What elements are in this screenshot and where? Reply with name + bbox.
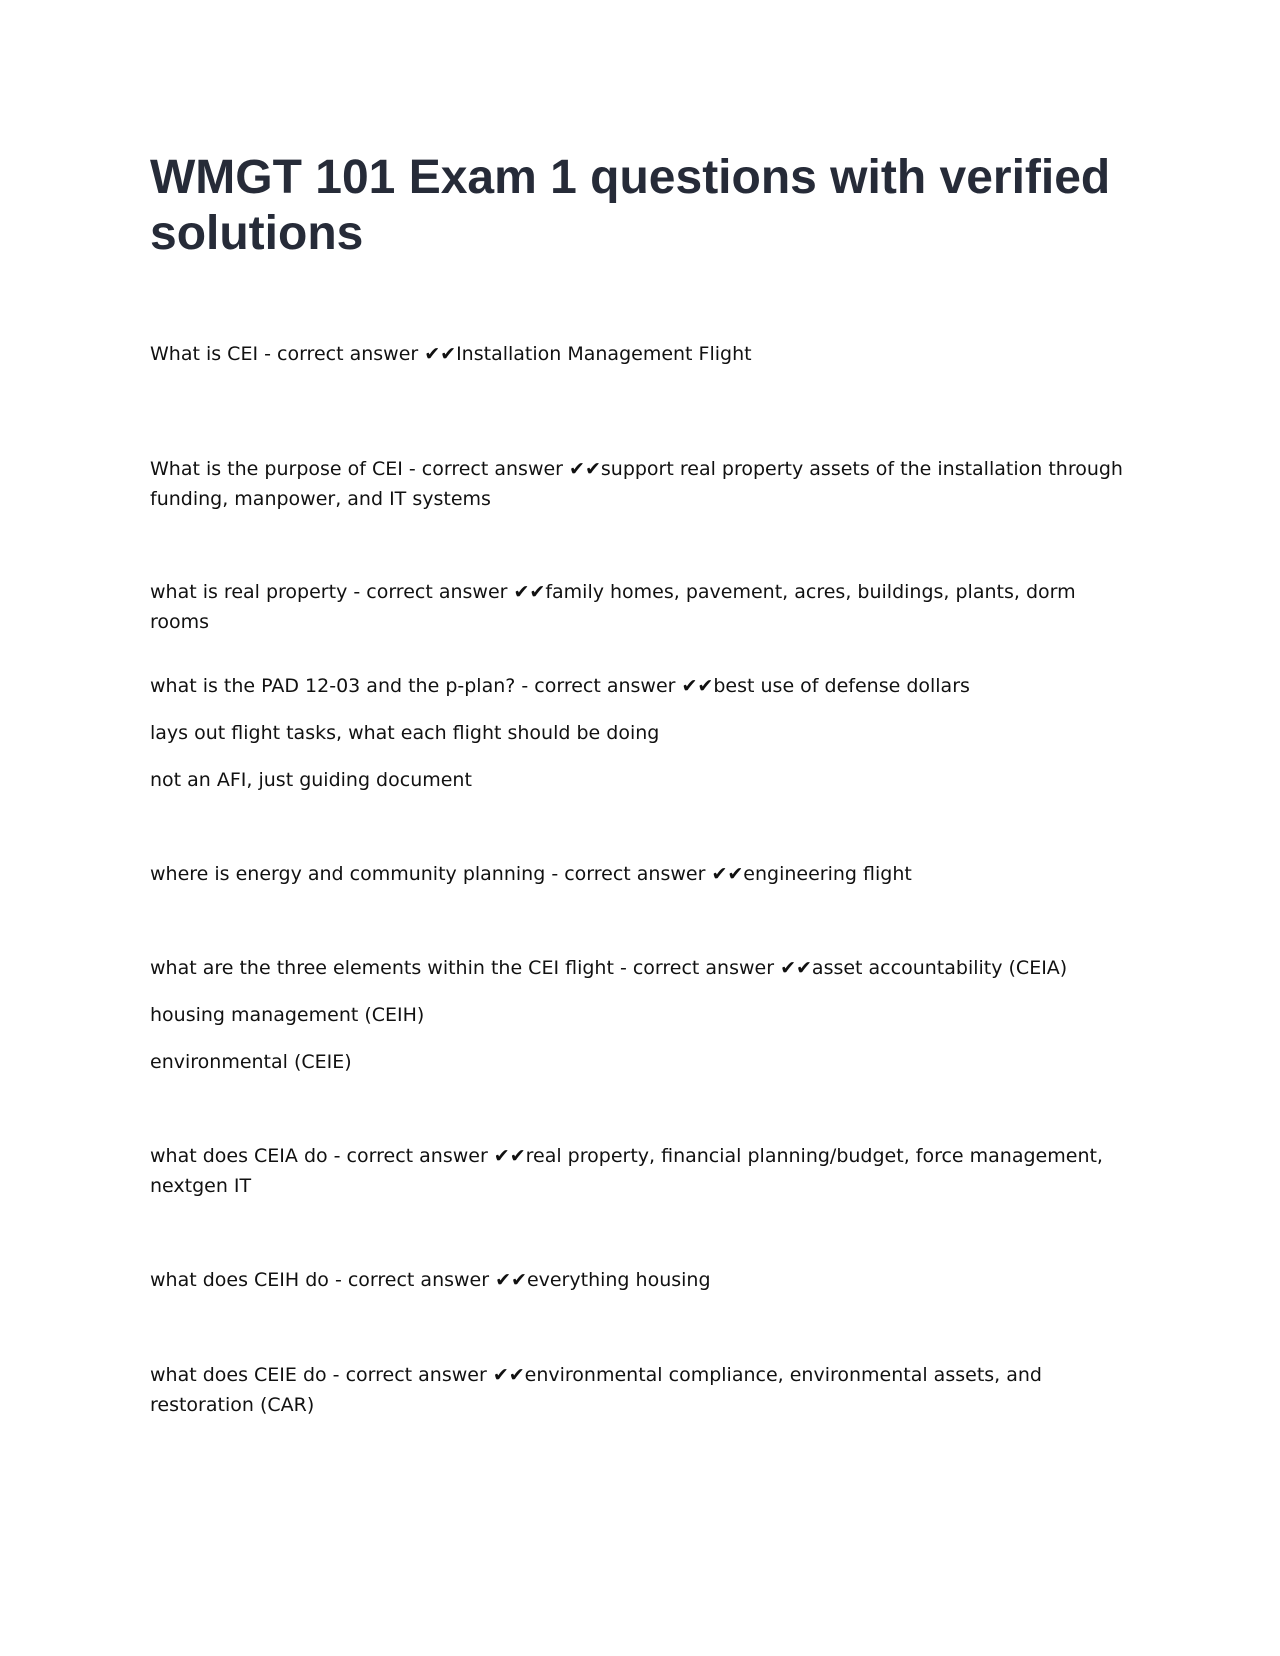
question-text: What is CEI (150, 343, 259, 365)
question-text: what are the three elements within the CEI flight (150, 957, 614, 979)
check-mark-icon: ✔✔ (780, 957, 812, 979)
answer-text: asset accountability (CEIA) (811, 957, 1068, 979)
qa-item (150, 339, 1140, 369)
question-text: what does CEIA do (150, 1145, 328, 1167)
check-mark-icon: ✔✔ (492, 1364, 525, 1386)
question-text: what is the PAD 12-03 and the p-plan? (150, 675, 516, 697)
question-text: What is the purpose of CEI (150, 458, 403, 480)
answer-text: environmental compliance, environmental assets, and restoration (CAR) (150, 1364, 1042, 1416)
answer-continuation: not an AFI, just guiding document (150, 769, 472, 791)
answer-separator: - correct answer (347, 581, 514, 603)
question-text: where is energy and community planning (150, 863, 546, 885)
answer-text: real property, financial planning/budget, force management, nextgen IT (150, 1145, 1103, 1197)
answer-separator: - correct answer (327, 1145, 494, 1167)
qa-item (150, 953, 1140, 1077)
qa-line (150, 859, 1140, 889)
qa-line (150, 953, 1140, 983)
check-mark-icon: ✔✔ (513, 581, 546, 603)
qa-line (150, 577, 1140, 637)
qa-item (150, 859, 1140, 889)
answer-separator: - correct answer (545, 863, 712, 885)
check-mark-icon: ✔✔ (424, 343, 457, 365)
qa-line (150, 1360, 1140, 1420)
qa-line (150, 1141, 1140, 1201)
answer-text: best use of defense dollars (713, 675, 970, 697)
check-mark-icon: ✔✔ (681, 675, 714, 697)
answer-text: Installation Management Flight (456, 343, 752, 365)
answer-separator: - correct answer (328, 1269, 496, 1291)
answer-separator: - correct answer (402, 458, 570, 480)
qa-item (150, 454, 1140, 514)
check-mark-icon: ✔✔ (569, 458, 601, 480)
question-text: what is real property (150, 581, 348, 603)
answer-separator: - correct answer (613, 957, 781, 979)
answer-separator: - correct answer (258, 343, 425, 365)
answer-continuation: housing management (CEIH) (150, 1004, 425, 1026)
qa-line (150, 1265, 1140, 1295)
qa-line (150, 339, 1140, 369)
answer-text: family homes, pavement, acres, buildings, plants, dorm rooms (150, 581, 1076, 633)
answer-separator: - correct answer (515, 675, 682, 697)
check-mark-icon: ✔✔ (495, 1269, 527, 1291)
qa-item (150, 1265, 1140, 1295)
qa-item (150, 1360, 1140, 1420)
qa-line (150, 671, 1140, 701)
question-text: what does CEIH do (150, 1269, 329, 1291)
question-text: what does CEIE do (150, 1364, 327, 1386)
check-mark-icon: ✔✔ (493, 1145, 526, 1167)
qa-item (150, 1141, 1140, 1201)
answer-continuation: environmental (CEIE) (150, 1051, 352, 1073)
document-title: WMGT 101 Exam 1 questions with verified solutions (150, 151, 1111, 260)
answer-separator: - correct answer (326, 1364, 493, 1386)
qa-line (150, 454, 1140, 514)
answer-continuation: lays out flight tasks, what each flight should be doing (150, 722, 660, 744)
answer-text: engineering flight (743, 863, 912, 885)
check-mark-icon: ✔✔ (711, 863, 744, 885)
answer-text: everything housing (526, 1269, 711, 1291)
qa-item (150, 577, 1140, 637)
answer-text: support real property assets of the installation through funding, manpower, and IT systems (150, 458, 1123, 510)
qa-item (150, 671, 1140, 795)
